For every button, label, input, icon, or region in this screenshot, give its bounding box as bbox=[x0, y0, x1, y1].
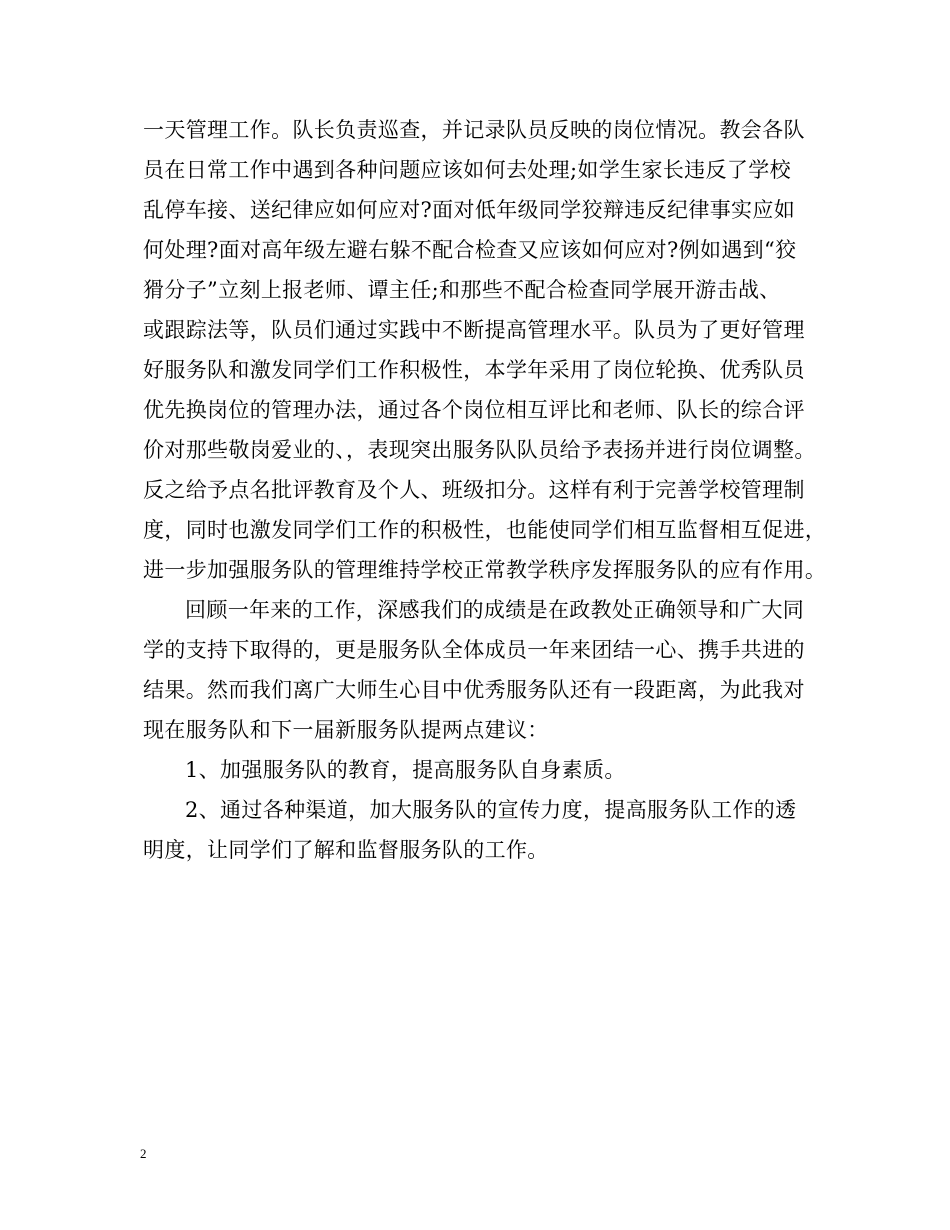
paragraph-start-line: 回顾一年来的工作，深感我们的成绩是在政教处正确领导和广大同 bbox=[185, 598, 805, 622]
text-line: 反之给予点名批评教育及个人、班级扣分。这样有利于完善学校管理制 bbox=[143, 478, 805, 502]
suggestion-item-2: 2、通过各种渠道，加大服务队的宣传力度，提高服务队工作的透 bbox=[185, 798, 797, 822]
text-line: 优先换岗位的管理办法，通过各个岗位相互评比和老师、队长的综合评 bbox=[143, 398, 805, 422]
suggestion-item-1: 1、加强服务队的教育，提高服务队自身素质。 bbox=[185, 758, 626, 782]
text-line: 一天管理工作。队长负责巡查，并记录队员反映的岗位情况。教会各队 bbox=[143, 118, 805, 142]
page-number: 2 bbox=[140, 1146, 147, 1161]
text-line: 价对那些敬岗爱业的、，表现突出服务队队员给予表扬并进行岗位调整。 bbox=[143, 438, 816, 462]
text-line: 现在服务队和下一届新服务队提两点建议： bbox=[143, 718, 549, 742]
text-line: 度，同时也激发同学们工作的积极性，也能使同学们相互监督相互促进， bbox=[143, 518, 827, 542]
text-line: 乱停车接、送纪律应如何应对?面对低年级同学狡辩违反纪律事实应如 bbox=[143, 198, 796, 222]
text-line: 或跟踪法等，队员们通过实践中不断提高管理水平。队员为了更好管理 bbox=[143, 318, 805, 342]
text-line: 学的支持下取得的，更是服务队全体成员一年来团结一心、携手共进的 bbox=[143, 638, 805, 662]
document-body bbox=[143, 110, 843, 870]
text-line: 好服务队和激发同学们工作积极性，本学年采用了岗位轮换、优秀队员 bbox=[143, 358, 805, 382]
text-line: 明度，让同学们了解和监督服务队的工作。 bbox=[143, 838, 549, 862]
text-line: 进一步加强服务队的管理维持学校正常教学秩序发挥服务队的应有作用。 bbox=[143, 558, 827, 582]
text-line: 员在日常工作中遇到各种问题应该如何去处理;如学生家长违反了学校 bbox=[143, 158, 791, 182]
text-line: 结果。然而我们离广大师生心目中优秀服务队还有一段距离，为此我对 bbox=[143, 678, 805, 702]
text-line: 何处理?面对高年级左避右躲不配合检查又应该如何应对?例如遇到“狡 bbox=[143, 238, 797, 262]
text-line: 猾分子”立刻上报老师、谭主任;和那些不配合检查同学展开游击战、 bbox=[143, 278, 781, 302]
